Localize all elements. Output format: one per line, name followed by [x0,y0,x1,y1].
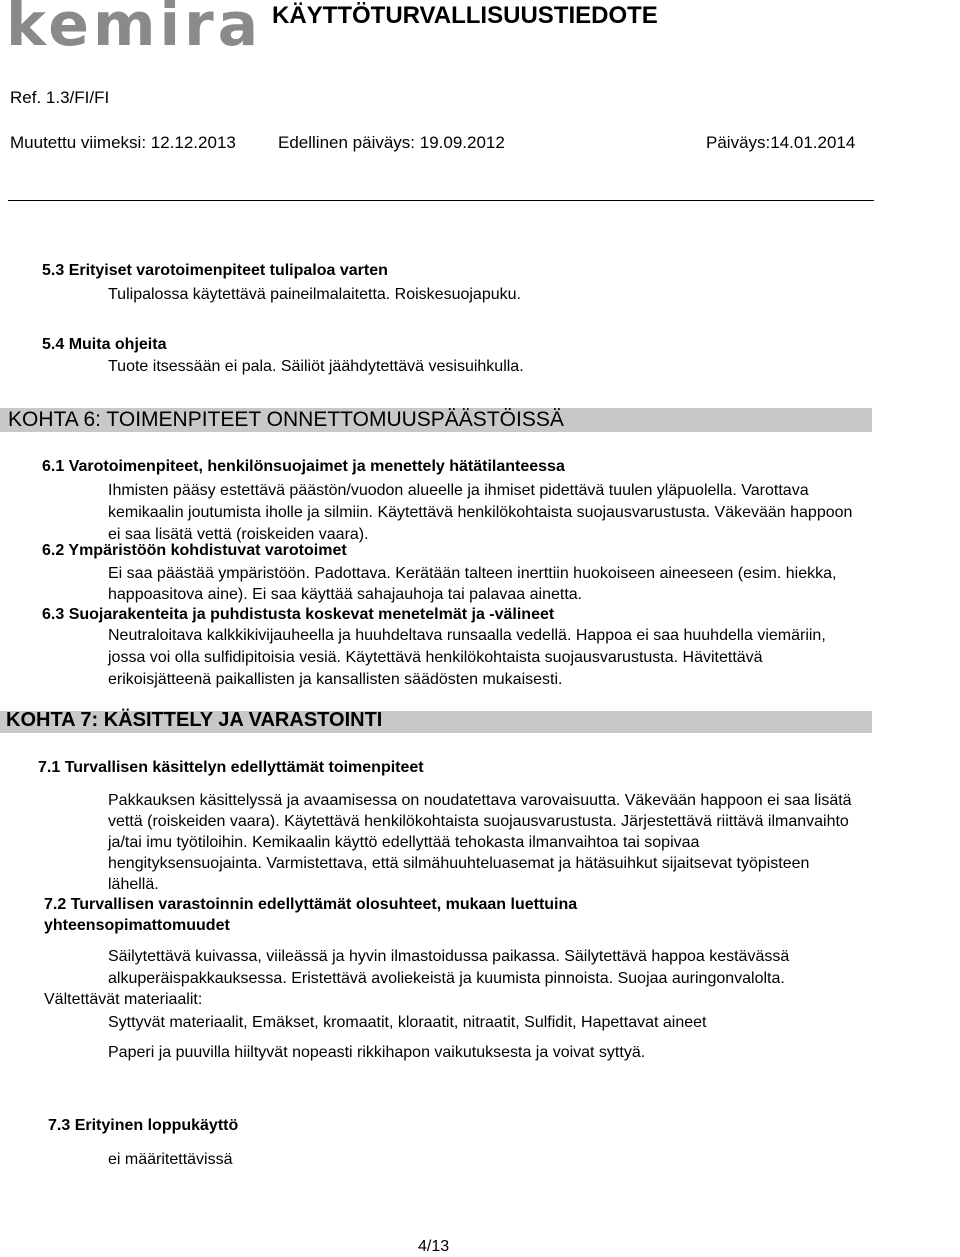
reference-number: Ref. 1.3/FI/FI [10,88,110,107]
avoid-materials-note: Paperi ja puuvilla hiiltyvät nopeasti rikkihapon vaikutuksesta ja voivat syttyä. [108,1044,646,1061]
section-7-1-line: hengityksensuojainta. Varmistettava, että silmähuuhteluasemat ja hätäsuihkut sijaitsevat työpisteen [108,855,810,872]
section-7-3-text: ei määritettävissä [108,1151,233,1168]
avoid-materials-label: Vältettävät materiaalit: [44,991,203,1008]
section-7-2-line: Säilytettävä kuivassa, viileässä ja hyvin ilmastoidussa paikassa. Säilytettävä happoa kestävässä [108,948,790,965]
header-divider [8,200,874,201]
section-7-3-heading: 7.3 Erityinen loppukäyttö [48,1117,239,1134]
section-5-4-heading: 5.4 Muita ohjeita [42,336,167,353]
page-number: 4/13 [418,1238,450,1255]
section-7-1-line: ja/tai imu työtiloihin. Kemikaalin käyttö edellyttää tehokasta ilmanvaihtoa tai sopivaa [108,834,700,851]
section-7-2-heading: 7.2 Turvallisen varastoinnin edellyttämät olosuhteet, mukaan luettuina [44,896,578,913]
section-6-1-heading: 6.1 Varotoimenpiteet, henkilönsuojaimet ja menettely hätätilanteessa [42,458,565,475]
section-6-2-line: happoasitova aine). Ei saa käyttää sahajauhoja tai palavaa ainetta. [108,586,583,603]
section-5-3-heading: 5.3 Erityiset varotoimenpiteet tulipaloa varten [42,262,388,279]
previous-date: Edellinen päiväys: 19.09.2012 [278,133,505,152]
modified-date: Muutettu viimeksi: 12.12.2013 [10,133,236,152]
section-7-1-line: vettä (roiskeiden vaara). Käytettävä henkilökohtaista suojausvarustusta. Järjestettävä riittävä ilmanvaihto [108,813,849,830]
section-5-3-text: Tulipalossa käytettävä paineilmalaitetta. Roiskesuojapuku. [108,286,521,303]
section-6-title: KOHTA 6: TOIMENPITEET ONNETTOMUUSPÄÄSTÖISSÄ [8,408,564,431]
section-6-3-line: Neutraloitava kalkkikivijauheella ja huuhdeltava runsaalla vedellä. Happoa ei saa huuhdella viemäriin, [108,627,826,644]
document-title: KÄYTTÖTURVALLISUUSTIEDOTE [272,2,658,29]
section-7-2-line: alkuperäispakkauksessa. Eristettävä avoliekeistä ja kuumista pinnoista. Suojaa auringonvalolta. [108,970,785,987]
section-6-2-line: Ei saa päästää ympäristöön. Padottava. Kerätään talteen inerttiin huokoiseen aineeseen (esim. hiekka, [108,565,837,582]
section-6-3-line: erikoisjätteenä paikallisten ja kansallisten säädösten mukaisesti. [108,671,563,688]
issue-date: Päiväys:14.01.2014 [706,133,856,152]
section-5-4-text: Tuote itsessään ei pala. Säiliöt jäähdytettävä vesisuihkulla. [108,358,524,375]
section-6-1-line: Ihmisten pääsy estettävä päästön/vuodon alueelle ja ihmiset pidettävä tuulen yläpuolella. Varottava [108,482,809,499]
section-6-2-heading: 6.2 Ympäristöön kohdistuvat varotoimet [42,542,347,559]
company-logo: kemira [6,0,263,60]
section-7-1-heading: 7.1 Turvallisen käsittelyn edellyttämät toimenpiteet [38,759,424,776]
section-6-1-line: ei saa lisätä vettä (roiskeiden vaara). [108,526,369,543]
section-7-2-heading: yhteensopimattomuudet [44,917,230,934]
section-6-1-line: kemikaalin joutumista iholle ja silmiin. Käytettävä henkilökohtaista suojausvarustusta. Väkevään happoon [108,504,853,521]
section-7-1-line: lähellä. [108,876,159,893]
section-6-3-line: jossa voi olla sulfidipitoisia vesiä. Käytettävä henkilökohtaista suojausvarustusta. Hävitettävä [108,649,763,666]
section-7-title: KOHTA 7: KÄSITTELY JA VARASTOINTI [6,709,383,731]
avoid-materials-list: Syttyvät materiaalit, Emäkset, kromaatit, kloraatit, nitraatit, Sulfidit, Hapettavat aineet [108,1014,707,1031]
section-6-3-heading: 6.3 Suojarakenteita ja puhdistusta koskevat menetelmät ja -välineet [42,606,555,623]
section-7-1-line: Pakkauksen käsittelyssä ja avaamisessa on noudatettava varovaisuutta. Väkevään happoon ei saa lisätä [108,792,852,809]
